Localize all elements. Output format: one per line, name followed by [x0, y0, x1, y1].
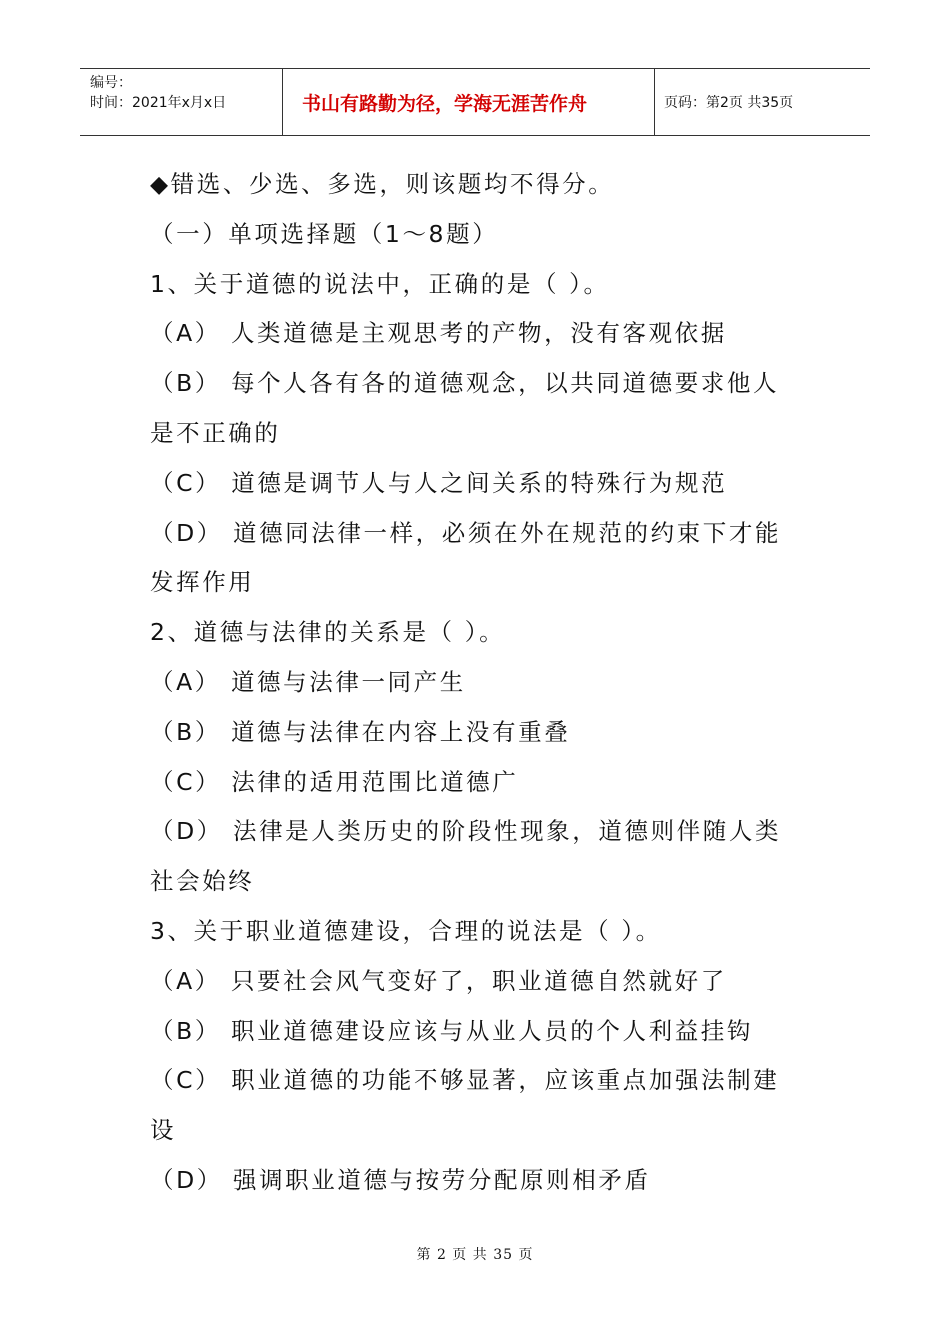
question-2: 2、道德与法律的关系是（ ）。 — [150, 618, 506, 647]
serial-label: 编号： — [90, 75, 132, 91]
option-3c: （C） 职业道德的功能不够显著，应该重点加强法制建 — [150, 1066, 780, 1095]
question-3: 3、关于职业道德建设，合理的说法是（ ）。 — [150, 916, 662, 945]
option-2a: （A） 道德与法律一同产生 — [150, 667, 466, 696]
page-footer: 第 2 页 共 35 页 — [416, 1247, 534, 1263]
option-2d-cont: 社会始终 — [150, 867, 255, 896]
header-meta — [80, 69, 283, 135]
option-3a: （A） 只要社会风气变好了，职业道德自然就好了 — [150, 966, 727, 995]
option-3b: （B） 职业道德建设应该与从业人员的个人利益挂钩 — [150, 1016, 753, 1045]
option-2b: （B） 道德与法律在内容上没有重叠 — [150, 717, 571, 746]
section-heading: （一）单项选择题（1～8题） — [150, 219, 499, 248]
text-line: ◆错选、少选、多选，则该题均不得分。 — [150, 170, 615, 198]
option-1b-cont: 是不正确的 — [150, 418, 281, 447]
option-1c: （C） 道德是调节人与人之间关系的特殊行为规范 — [150, 468, 728, 497]
header-page-info: 页码：第2页 共35页 — [664, 95, 794, 111]
option-3d: （D） 强调职业道德与按劳分配原则相矛盾 — [150, 1165, 651, 1194]
page-header — [80, 68, 870, 136]
date-label: 时间：2021年x月x日 — [90, 95, 227, 111]
option-1b: （B） 每个人各有各的道德观念，以共同道德要求他人 — [150, 369, 780, 398]
option-2c: （C） 法律的适用范围比道德广 — [150, 767, 519, 796]
question-1: 1、关于道德的说法中，正确的是（ ）。 — [150, 269, 610, 298]
option-3c-cont: 设 — [150, 1116, 177, 1145]
option-1d: （D） 道德同法律一样，必须在外在规范的约束下才能 — [150, 518, 782, 547]
option-1a: （A） 人类道德是主观思考的产物，没有客观依据 — [150, 319, 727, 348]
header-motto: 书山有路勤为径，学海无涯苦作舟 — [283, 69, 655, 135]
option-1d-cont: 发挥作用 — [150, 568, 255, 597]
option-2d: （D） 法律是人类历史的阶段性现象，道德则伴随人类 — [150, 817, 782, 846]
document-body — [150, 160, 830, 1206]
